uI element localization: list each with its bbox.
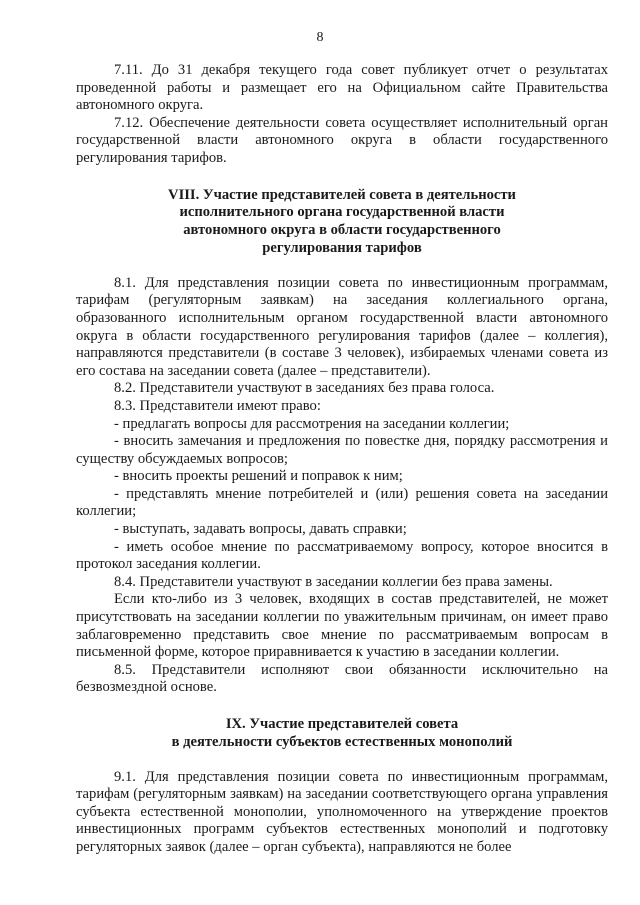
rights-list-item: - предлагать вопросы для рассмотрения на заседании коллегии; bbox=[114, 415, 510, 432]
paragraph-8-5: 8.5. Представители исполняют свои обязанности исключительно на безвозмездной основе. bbox=[76, 661, 608, 696]
rights-list-item: - иметь особое мнение по рассматриваемому вопросу, которое вносится в протокол заседания коллегии. bbox=[76, 538, 608, 573]
paragraph-8-2: 8.2. Представители участвуют в заседаниях без права голоса. bbox=[114, 380, 495, 397]
spacer bbox=[76, 168, 608, 187]
document-body bbox=[76, 62, 608, 857]
section-9-heading bbox=[76, 716, 608, 752]
spacer bbox=[76, 752, 608, 769]
paragraph-8-4-continued: Если кто-либо из 3 человек, входящих в состав представителей, не может присутствовать на заседании коллегии по уважительным причинам, он имеет право заблаговременно представить свое мнение по рассматриваемым вопросам в письменной форме, которое приравнивается к участию в заседании коллегии. bbox=[76, 591, 608, 661]
section-8-heading-line: исполнительного органа государственной власти bbox=[179, 204, 505, 221]
paragraph-8-4: 8.4. Представители участвуют в заседании коллегии без права замены. bbox=[114, 573, 553, 590]
paragraph-7-12: 7.12. Обеспечение деятельности совета осуществляет исполнительный орган государственной власти автономного округа в области государственного регулирования тарифов. bbox=[76, 114, 608, 166]
rights-list-item: - вносить замечания и предложения по повестке дня, порядку рассмотрения и существу обсуждаемых вопросов; bbox=[76, 433, 608, 467]
paragraph-8-1: 8.1. Для представления позиции совета по инвестиционным программам, тарифам (регуляторным заявкам) на заседания коллегиального органа, образованного исполнительным органом государственной власти автономного округа в области государственного регулирования тарифов (далее – коллегия), направляются представители (в составе 3 человек), избираемых членами совета из его состава на заседании совета (далее – представители). bbox=[76, 274, 608, 379]
spacer bbox=[76, 258, 608, 275]
page-number: 8 bbox=[316, 30, 324, 45]
paragraph-9-1: 9.1. Для представления позиции совета по инвестиционным программам, тарифам (регуляторным заявкам) на заседании соответствующего органа управления субъекта естественной монополии, уполномоченного на утверждение проектов инвестиционных программ субъектов естественных монополий и подготовку регуляторных заявок (далее – орган субъекта), направляются не более bbox=[76, 768, 608, 855]
section-9-heading-line: IX. Участие представителей совета bbox=[225, 716, 459, 732]
section-9-heading-line: в деятельности субъектов естественных монополий bbox=[171, 733, 513, 750]
spacer bbox=[76, 697, 608, 716]
rights-list-item: - выступать, задавать вопросы, давать справки; bbox=[114, 521, 407, 538]
section-8-heading-line: автономного округа в области государственного bbox=[183, 222, 501, 239]
paragraph-7-11: 7.11. До 31 декабря текущего года совет публикует отчет о результатах проведенной работы и размещает его на Официальном сайте Правительства автономного округа. bbox=[76, 62, 608, 114]
section-8-heading bbox=[76, 187, 608, 258]
section-8-heading-line: регулирования тарифов bbox=[262, 239, 422, 256]
rights-list-item: - вносить проекты решений и поправок к ним; bbox=[114, 468, 403, 485]
section-8-heading-line: VIII. Участие представителей совета в деятельности bbox=[168, 186, 516, 203]
paragraph-8-3: 8.3. Представители имеют право: bbox=[114, 397, 321, 414]
rights-list-item: - представлять мнение потребителей и (или) решения совета на заседании коллегии; bbox=[76, 485, 608, 520]
